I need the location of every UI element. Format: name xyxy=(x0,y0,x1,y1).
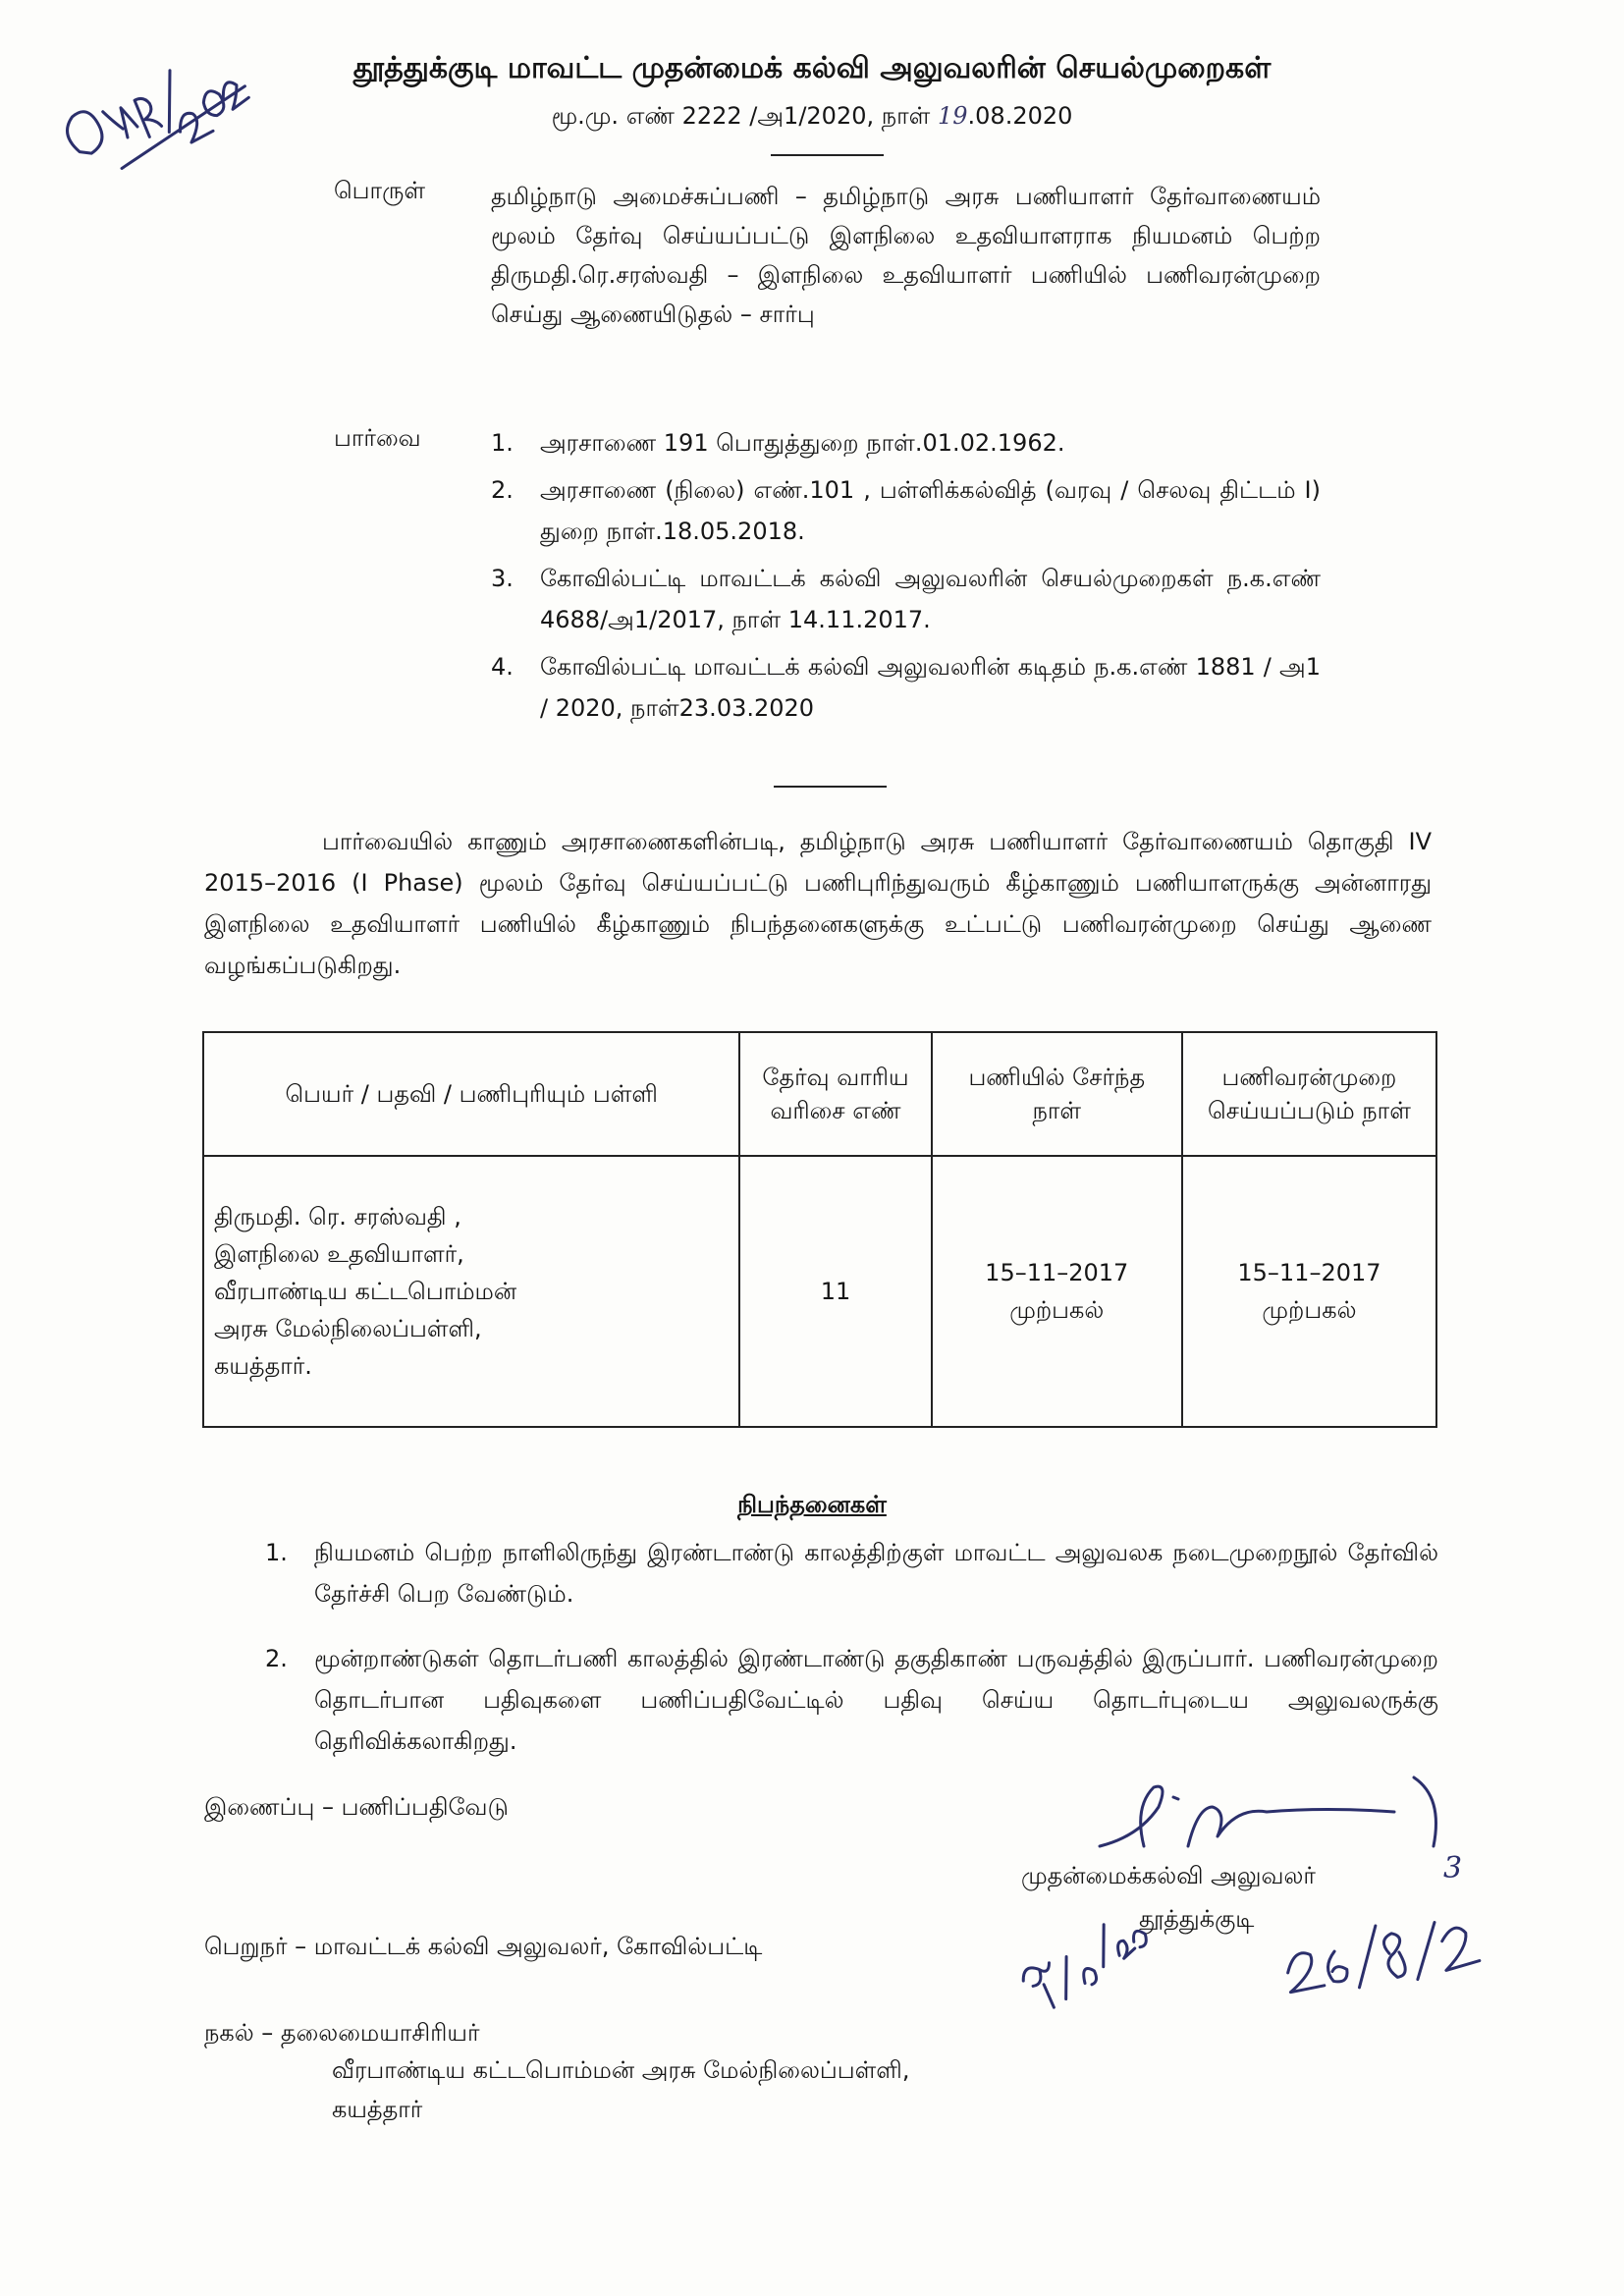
handwritten-mark: 3 xyxy=(1443,1851,1463,1886)
subject-label: பொருள் xyxy=(334,177,425,204)
reference-item: 1. அரசாணை 191 பொதுத்துறை நாள்.01.02.1962. xyxy=(491,429,1065,457)
cell-rank: 11 xyxy=(739,1156,931,1427)
handwritten-date-bottom-right xyxy=(1276,1905,1492,2003)
table-header-name: பெயர் / பதவி / பணிபுரியும் பள்ளி xyxy=(203,1032,739,1156)
reference-item: 3. கோவில்பட்டி மாவட்டக் கல்வி அலுவலரின் செயல்முறைகள் ந.க.எண் 4688/அ1/2017, நாள் 14.11.2017. xyxy=(491,565,1321,633)
copy-line-3: கயத்தார் xyxy=(332,2096,423,2123)
condition-item: 1. நியமனம் பெற்ற நாளிலிருந்து இரண்டாண்டு காலத்திற்குள் மாவட்ட அலுவலக நடைமுறைநூல் தேர்வில் தேர்ச்சி பெற வேண்டும். xyxy=(265,1539,1438,1608)
document-title: தூத்துக்குடி மாவட்ட முதன்மைக் கல்வி அலுவலரின் செயல்முறைகள் xyxy=(352,51,1272,85)
cell-join-date: 15–11–2017 முற்பகல் xyxy=(932,1156,1182,1427)
reference-prefix: மூ.மு. எண் 2222 /அ1/2020, நாள் xyxy=(551,102,931,130)
cell-name: திருமதி. ரெ. சரஸ்வதி , இளநிலை உதவியாளர், வீரபாண்டிய கட்டபொம்மன் அரசு மேல்நிலைப்பள்ளி, கயத்தார். xyxy=(203,1156,739,1427)
body-paragraph: பார்வையில் காணும் அரசாணைகளின்படி, தமிழ்நாடு அரசு பணியாளர் தேர்வாணையம் தொகுதி IV 2015–2016 (I Phase) மூலம் தேர்வு செய்யப்பட்டு பணிபுரிந்துவரும் கீழ்காணும் பணியாளருக்கு அன்னாரது இளநிலை உதவியாளர் பணியில் கீழ்காணும் நிபந்தனைகளுக்கு உட்பட்டு பணிவரன்முறை செய்து ஆணை வழங்கப்படுகிறது. xyxy=(204,828,1432,979)
conditions-title: நிபந்தனைகள் xyxy=(737,1491,887,1518)
table-row xyxy=(203,1156,1436,1427)
signatory-place: தூத்துக்குடி xyxy=(1139,1905,1255,1933)
reference-item: 2. அரசாணை (நிலை) எண்.101 , பள்ளிக்கல்வித் (வரவு / செலவு திட்டம் I) துறை நாள்.18.05.2018. xyxy=(491,476,1321,545)
table-header-join-date: பணியில் சேர்ந்த நாள் xyxy=(932,1032,1182,1156)
regularisation-table xyxy=(202,1031,1437,1428)
reference-date-rest: .08.2020 xyxy=(967,102,1073,130)
signatory-designation: முதன்மைக்கல்வி அலுவலர் xyxy=(1021,1862,1316,1889)
handwritten-initial-date xyxy=(1001,1905,1159,2013)
divider-top xyxy=(771,154,884,156)
references-label: பார்வை xyxy=(334,424,421,452)
reference-item: 4. கோவில்பட்டி மாவட்டக் கல்வி அலுவலரின் கடிதம் ந.க.எண் 1881 / அ1 / 2020, நாள்23.03.2020 xyxy=(491,653,1321,722)
copy-line-2: வீரபாண்டிய கட்டபொம்மன் அரசு மேல்நிலைப்பள்ளி, xyxy=(332,2056,910,2084)
subject-text: தமிழ்நாடு அமைச்சுப்பணி – தமிழ்நாடு அரசு பணியாளர் தேர்வாணையம் மூலம் தேர்வு செய்யப்பட்டு இளநிலை உதவியாளராக நியமனம் பெற்ற திருமதி.ரெ.சரஸ்வதி – இளநிலை உதவியாளர் பணியில் பணிவரன்முறை செய்து ஆணையிடுதல் – சார்பு xyxy=(491,183,1321,328)
copy-line-1: நகல் – தலைமையாசிரியர் xyxy=(204,2019,480,2047)
cell-regularisation-date: 15–11–2017 முற்பகல் xyxy=(1182,1156,1436,1427)
signature xyxy=(1080,1758,1492,1876)
table-header-rank: தேர்வு வாரிய வரிசை எண் xyxy=(739,1032,931,1156)
enclosure: இணைப்பு – பணிப்பதிவேடு xyxy=(204,1793,509,1821)
condition-item: 2. மூன்றாண்டுகள் தொடர்பணி காலத்தில் இரண்டாண்டு தகுதிகாண் பருவத்தில் இருப்பார். பணிவரன்முறை தொடர்பான பதிவுகளை பணிப்பதிவேட்டில் பதிவு செய்ய தொடர்புடைய அலுவலருக்கு தெரிவிக்கலாகிறது. xyxy=(265,1645,1438,1755)
table-header-regularisation-date: பணிவரன்முறை செய்யப்படும் நாள் xyxy=(1182,1032,1436,1156)
divider-middle xyxy=(774,786,887,788)
reference-list xyxy=(491,422,1321,735)
conditions-list xyxy=(265,1532,1438,1785)
recipient: பெறுநர் – மாவட்டக் கல்வி அலுவலர், கோவில்பட்டி xyxy=(204,1933,763,1960)
reference-date-handwritten: 19 xyxy=(937,102,968,130)
reference-number xyxy=(0,102,1624,133)
